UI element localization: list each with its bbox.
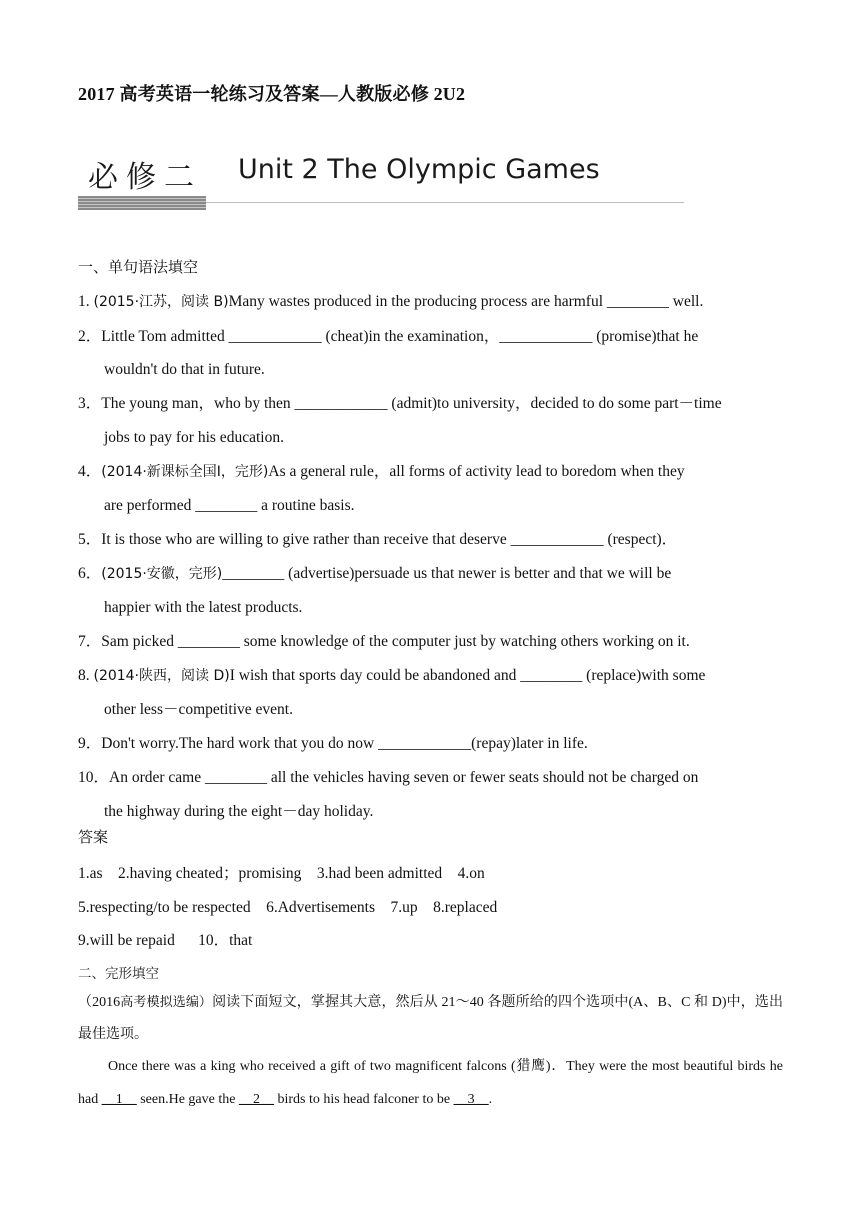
- question-item: 5．It is those who are willing to give rather than receive that deserve ____________ (respect)．: [78, 530, 678, 548]
- intro-source: 高考模拟选编）: [120, 995, 213, 1010]
- question-item: 7．Sam picked ________ some knowledge of the computer just by watching others working on it.: [78, 633, 690, 651]
- cloze-passage: Once there was a king who received a gift of two magnificent falcons (猎鹰)．They were the most beautiful birds he had __1__ seen.He gave the __2__ birds to his head falconer to be __3__.: [78, 1059, 783, 1107]
- question-item: 10．An order came ________ all the vehicles having seven or fewer seats should not be charged on the highway during the eight－day holiday.: [78, 768, 699, 820]
- question-item: 1. (2015·江苏，阅读 B)Many wastes produced in the producing process are harmful ________ well.: [78, 293, 704, 310]
- answers-heading: 答案: [78, 828, 109, 846]
- banner-module-label: 必修二: [88, 160, 202, 195]
- question-item: 3．The young man，who by then ____________ (admit)to university，decided to do some part－time jobs to pay for his education.: [78, 395, 722, 446]
- banner-decorative-bar: [78, 196, 206, 210]
- cloze-blank: __3__: [453, 1092, 489, 1107]
- cloze-blank: __1__: [101, 1092, 137, 1107]
- question-source: (2014·陕西，阅读 D): [93, 667, 230, 684]
- answer-list: [78, 857, 783, 958]
- question-source: (2015·江苏，阅读 B): [93, 294, 229, 310]
- answer-line: 1.as 2.having cheated；promising 3.had been admitted 4.on: [78, 865, 485, 882]
- answer-line: 5.respecting/to be respected 6.Advertisements 7.up 8.replaced: [78, 898, 498, 916]
- question-item: 6．(2015·安徽，完形)________ (advertise)persuade us that newer is better and that we will be happier with the latest products.: [78, 564, 672, 617]
- question-source: (2015·安徽，完形): [101, 565, 223, 582]
- answer-line: 9.will be repaid 10．that: [78, 932, 253, 950]
- question-list: [78, 285, 783, 828]
- banner-unit-title: Unit 2 The Olympic Games: [238, 154, 600, 185]
- cloze-blank: __2__: [238, 1092, 274, 1107]
- document-title: 2017 高考英语一轮练习及答案—人教版必修 2U2: [78, 84, 466, 104]
- unit-banner: [78, 148, 688, 214]
- question-source: (2014·新课标全国Ⅰ，完形): [101, 463, 269, 480]
- question-item: 4．(2014·新课标全国Ⅰ，完形)As a general rule，all forms of activity lead to boredom when they are performed ________ a routine basis.: [78, 462, 685, 515]
- question-item: 2．Little Tom admitted ____________ (cheat)in the examination，____________ (promise)that he wouldn't do that in future.: [78, 327, 699, 379]
- question-item: 9．Don't worry.The hard work that you do now ____________(repay)later in life.: [78, 735, 588, 753]
- cloze-instructions: （2016高考模拟选编）阅读下面短文，掌握其大意，然后从 21～40 各题所给的四个选项中(A、B、C 和 D)中，选出最佳选项。: [78, 995, 784, 1042]
- question-item: 8. (2014·陕西，阅读 D)I wish that sports day could be abandoned and ________ (replace)with some other less－competitive event.: [78, 666, 706, 719]
- banner-divider-line: [206, 202, 684, 203]
- section-heading-cloze: 二、完形填空: [78, 966, 159, 982]
- section-heading-grammar: 一、单句语法填空: [78, 258, 199, 276]
